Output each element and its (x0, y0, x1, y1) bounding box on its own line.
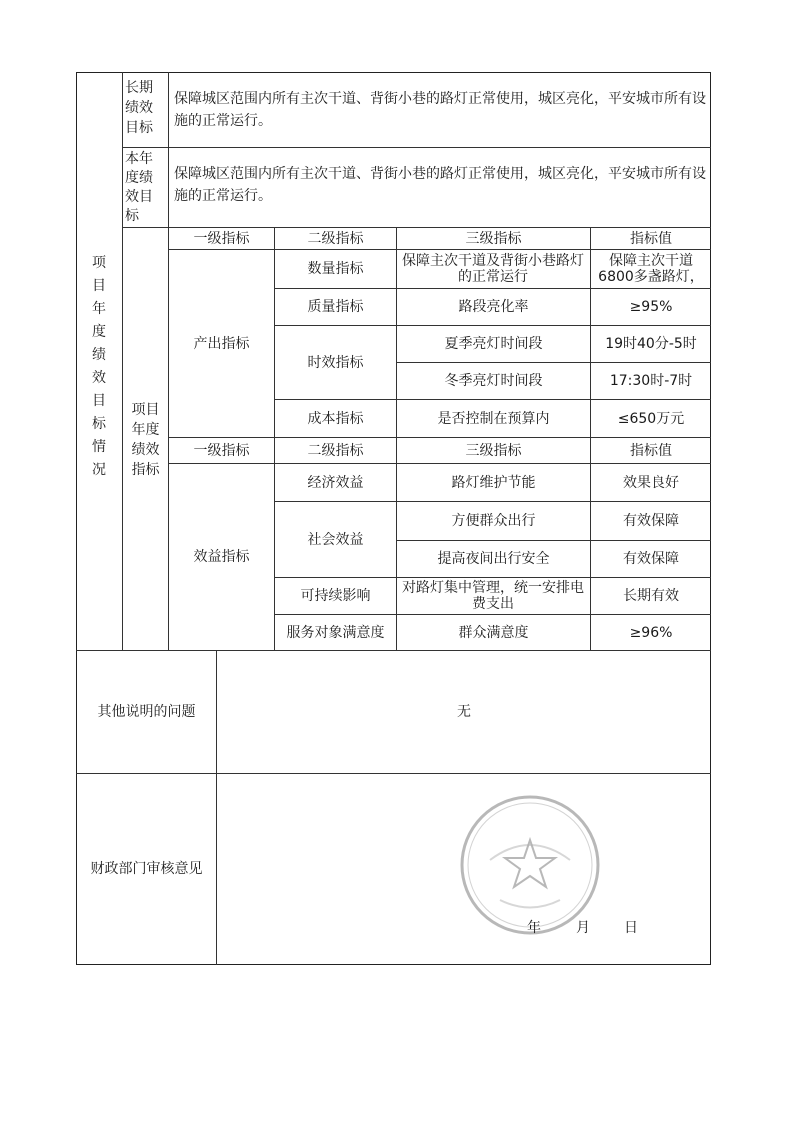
finance-review-label: 财政部门审核意见 (90, 861, 203, 877)
satisfaction-level3: 群众满意度 (458, 624, 529, 641)
long-term-label (123, 74, 168, 146)
long-term-text: 保障城区范围内所有主次干道、背街小巷的路灯正常使用，城区亮化，平安城市所有设施的正常运行。 (174, 91, 706, 129)
header-level1: 一级指标 (193, 230, 250, 247)
benefit-level1: 效益指标 (193, 549, 250, 565)
winter-level3: 冬季亮灯时间段 (444, 373, 543, 389)
header2-level3: 三级指标 (465, 442, 522, 459)
header2-level1: 一级指标 (193, 442, 250, 459)
header2-level2: 二级指标 (307, 442, 364, 459)
summer-level3: 夏季亮灯时间段 (444, 336, 543, 352)
date-month: 月 (576, 920, 590, 936)
cost-value: ≤650万元 (617, 410, 685, 427)
annual-label-text: 本年度绩效目标 (125, 151, 153, 224)
sustain-level2: 可持续影响 (300, 588, 371, 604)
indicators-label (123, 395, 168, 485)
long-term-label-text: 长期绩效目标 (125, 80, 153, 136)
cost-level2: 成本指标 (307, 410, 364, 427)
sustain-value: 长期有效 (623, 588, 679, 604)
quantity-level2: 数量指标 (307, 261, 364, 277)
other-notes-value: 无 (457, 704, 471, 720)
satisfaction-value: ≥96% (629, 624, 673, 641)
header-level2: 二级指标 (307, 230, 364, 247)
economic-level3: 路灯维护节能 (451, 474, 536, 491)
date-year: 年 (527, 920, 541, 936)
indicators-label-text: 项目年度绩效指标 (131, 402, 160, 478)
quantity-level3: 保障主次干道及背街小巷路灯的正常运行 (402, 253, 584, 285)
cost-level3: 是否控制在预算内 (437, 410, 550, 427)
output-level1: 产出指标 (193, 335, 250, 352)
summer-value: 19时40分-5时 (605, 336, 697, 352)
sustain-level3: 对路灯集中管理，统一安排电费支出 (402, 580, 584, 612)
winter-value: 17:30时-7时 (609, 373, 693, 389)
social2-value: 有效保障 (623, 551, 679, 567)
satisfaction-level2: 服务对象满意度 (286, 624, 385, 641)
quality-level2: 质量指标 (307, 299, 364, 315)
header2-value: 指标值 (630, 442, 672, 459)
quality-value: ≥95% (629, 299, 673, 315)
date-day: 日 (624, 920, 638, 936)
social1-value: 有效保障 (623, 513, 679, 529)
social1-level3: 方便群众出行 (451, 513, 536, 529)
header-value: 指标值 (630, 230, 672, 247)
quantity-value: 保障主次干道6800多盏路灯， (598, 253, 704, 285)
economic-level2: 经济效益 (307, 474, 364, 491)
annual-label (123, 148, 168, 227)
social2-level3: 提高夜间出行安全 (437, 551, 550, 567)
time-level2: 时效指标 (307, 354, 364, 371)
quality-level3: 路段亮化率 (458, 299, 529, 315)
social-level2: 社会效益 (307, 531, 364, 548)
header-level3: 三级指标 (465, 230, 522, 247)
other-notes-label: 其他说明的问题 (97, 704, 196, 720)
section-label: 项目年度绩效目标情况 (92, 255, 106, 478)
economic-value: 效果良好 (623, 474, 679, 491)
annual-text: 保障城区范围内所有主次干道、背街小巷的路灯正常使用，城区亮化，平安城市所有设施的正常运行。 (174, 166, 706, 204)
